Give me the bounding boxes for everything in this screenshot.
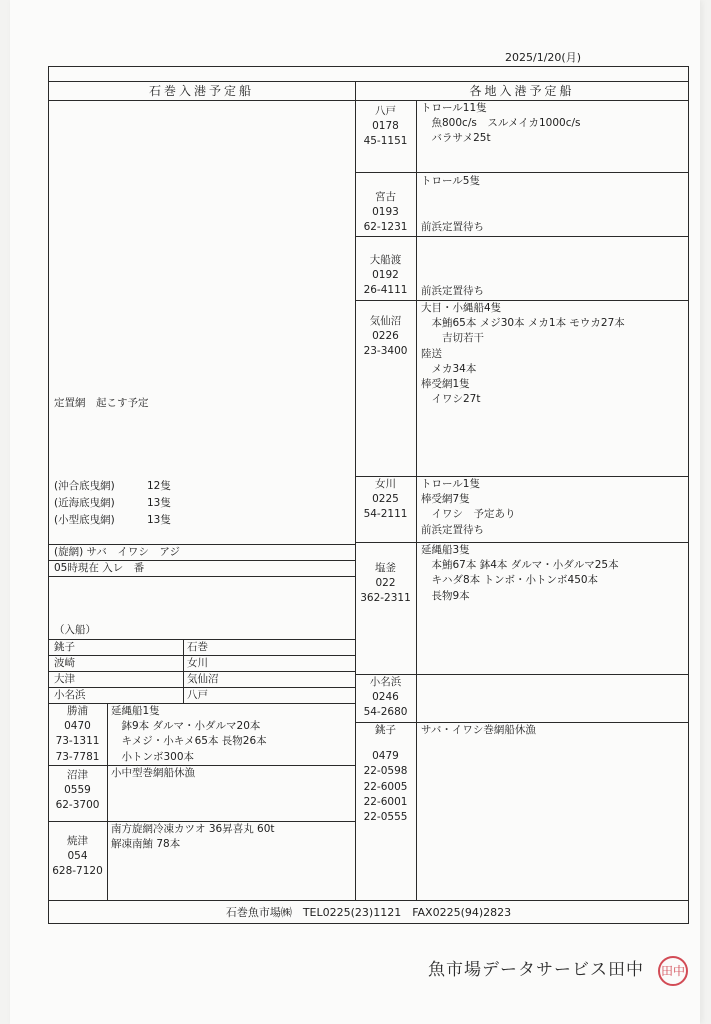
trawl-name: (小型底曳網): [54, 514, 115, 526]
report-line: 魚800c/s スルメイカ1000c/s: [421, 117, 581, 130]
port-tel: 0226: [372, 330, 399, 343]
report-line: キハダ8本 トンボ・小トンボ450本: [421, 574, 599, 587]
report-line: トロール5隻: [421, 175, 480, 187]
port-name: 気仙沼: [369, 315, 402, 327]
port-onagawa: [355, 477, 416, 523]
port-onahama: [355, 675, 416, 721]
port-ofunato: [355, 253, 416, 299]
nyusen-label: （入船）: [54, 624, 96, 636]
trawl-count: 13隻: [147, 497, 171, 509]
port-tel: 73-7781: [55, 750, 100, 763]
port-report-yaizu: [111, 822, 275, 852]
purse-seine-status: 05時現在 入レ 番: [54, 562, 145, 574]
report-line: 前浜定置待ち: [421, 221, 484, 233]
port-tel: 62-3700: [55, 799, 100, 812]
port-tel: 54-2680: [363, 706, 408, 719]
report-line: キメジ・小キメ65本 長物26本: [111, 735, 267, 748]
nyusen-cell: 女川: [187, 657, 208, 669]
port-tel: 0193: [372, 206, 399, 219]
rule: [48, 765, 355, 766]
port-katsuura: [48, 704, 107, 765]
port-name: 沼津: [67, 769, 88, 781]
report-line: トロール11隻: [421, 102, 487, 114]
port-name: 焼津: [67, 835, 88, 847]
report-line: 小トンボ300本: [111, 750, 195, 763]
port-tel: 22-0598: [363, 765, 408, 778]
report-line: 延縄船3隻: [421, 544, 470, 556]
report-line: 棒受網7隻: [421, 493, 470, 506]
port-name: 女川: [375, 478, 396, 490]
port-name: 小名浜: [369, 676, 402, 688]
report-line: バラサメ25t: [421, 132, 491, 145]
port-tel: 054: [67, 850, 88, 863]
port-report-hachinohe: [421, 101, 581, 147]
port-report-shiogama: [421, 543, 619, 604]
port-name: 大船渡: [369, 254, 402, 266]
port-tel: 23-3400: [363, 345, 408, 358]
port-report-katsuura: [111, 704, 267, 765]
left-port-divider: [107, 703, 108, 900]
port-tel: 362-2311: [360, 592, 411, 605]
report-line: 解凍南鮪 78本: [111, 838, 181, 851]
nyusen-cell: 気仙沼: [187, 673, 219, 685]
left-header: 石巻入港予定船: [148, 84, 254, 98]
port-tel: 0470: [64, 720, 91, 733]
report-line: イワシ27t: [421, 393, 481, 406]
title-row-top: [48, 81, 689, 82]
rule: [355, 236, 689, 237]
port-tel: 73-1311: [55, 735, 100, 748]
nyusen-cell: 八戸: [187, 689, 208, 701]
report-line: 大目・小縄船4隻: [421, 302, 502, 314]
port-report-kesennuma: [421, 301, 625, 408]
document-page: [10, 0, 700, 1024]
report-line: 吉切若干: [421, 332, 484, 345]
port-tel: 0559: [64, 784, 91, 797]
port-tel: 022: [375, 577, 396, 590]
nyusen-cell: 波崎: [54, 657, 75, 669]
rule: [48, 576, 355, 577]
port-name: 勝浦: [67, 705, 88, 717]
port-numazu: [48, 768, 107, 814]
port-name: 銚子: [375, 724, 396, 736]
nyusen-cell: 大津: [54, 673, 75, 685]
port-tel: 628-7120: [52, 865, 103, 878]
report-line: トロール1隻: [421, 478, 480, 490]
handwritten-stamp: 魚市場データサービス田中: [428, 960, 644, 980]
port-name: 八戸: [375, 105, 396, 117]
nyusen-cell: 小名浜: [54, 689, 86, 701]
report-line: 陸送: [421, 347, 442, 360]
port-tel: 22-0555: [363, 811, 408, 824]
nyusen-cell: 銚子: [54, 641, 75, 653]
report-line: 棒受網1隻: [421, 378, 470, 391]
port-tel: 54-2111: [363, 508, 408, 521]
port-tel: 0225: [372, 493, 399, 506]
report-line: 本鮪65本 メジ30本 メカ1本 モウカ27本: [421, 317, 625, 330]
trawl-count: 12隻: [147, 480, 171, 492]
port-name: 塩釜: [375, 562, 396, 574]
report-line: 小中型巻網船休漁: [111, 767, 195, 779]
teichi-note: 定置網 起こす予定: [54, 397, 149, 409]
report-line: 本鮪67本 鉢4本 ダルマ・小ダルマ25本: [421, 559, 619, 572]
report-line: 前浜定置待ち: [421, 285, 484, 297]
footer-contact: 石巻魚市場㈱ TEL0225(23)1121 FAX0225(94)2823: [225, 906, 512, 919]
port-yaizu: [48, 834, 107, 880]
report-line: 長物9本: [421, 589, 470, 602]
port-report-miyako: [421, 174, 480, 189]
port-report-onagawa: [421, 477, 516, 538]
purse-seine-label: (旋網) サバ イワシ アジ: [54, 546, 180, 558]
report-line: 南方旋網冷凍カツオ 36昇喜丸 60t: [111, 823, 275, 835]
port-tel: 45-1151: [363, 135, 408, 148]
port-report-numazu: [111, 766, 195, 781]
rule: [355, 172, 689, 173]
port-tel: 0479: [372, 750, 399, 763]
trawl-name: (沖合底曳網): [54, 480, 115, 492]
port-tel: 62-1231: [363, 221, 408, 234]
port-name: 宮古: [375, 191, 396, 203]
nyusen-cell: 石巻: [187, 641, 208, 653]
right-header: 各地入港予定船: [469, 84, 575, 98]
port-tel: 22-6001: [363, 795, 408, 808]
report-date: 2025/1/20(月): [505, 51, 581, 64]
report-line: メカ34本: [421, 362, 477, 375]
port-miyako: [355, 190, 416, 236]
report-line: サバ・イワシ巻網船休漁: [421, 724, 536, 736]
footer-row-top: [48, 900, 689, 901]
port-choshi: [355, 723, 416, 825]
report-line: 鉢9本 ダルマ・小ダルマ20本: [111, 720, 261, 733]
trawl-count: 13隻: [147, 514, 171, 526]
port-tel: 26-4111: [363, 284, 408, 297]
port-tel: 0178: [372, 120, 399, 133]
trawl-name: (近海底曳網): [54, 497, 115, 509]
right-port-divider: [416, 100, 417, 900]
port-report-choshi: [421, 723, 536, 738]
seal-stamp: 田中: [658, 956, 688, 986]
port-tel: 0246: [372, 691, 399, 704]
port-kesennuma: [355, 314, 416, 360]
report-line: 延縄船1隻: [111, 705, 160, 717]
port-shiogama: [355, 561, 416, 607]
port-hachinohe: [355, 104, 416, 150]
port-tel: 0192: [372, 269, 399, 282]
port-tel: 22-6005: [363, 780, 408, 793]
report-line: 前浜定置待ち: [421, 523, 484, 536]
report-line: イワシ 予定あり: [421, 508, 516, 521]
